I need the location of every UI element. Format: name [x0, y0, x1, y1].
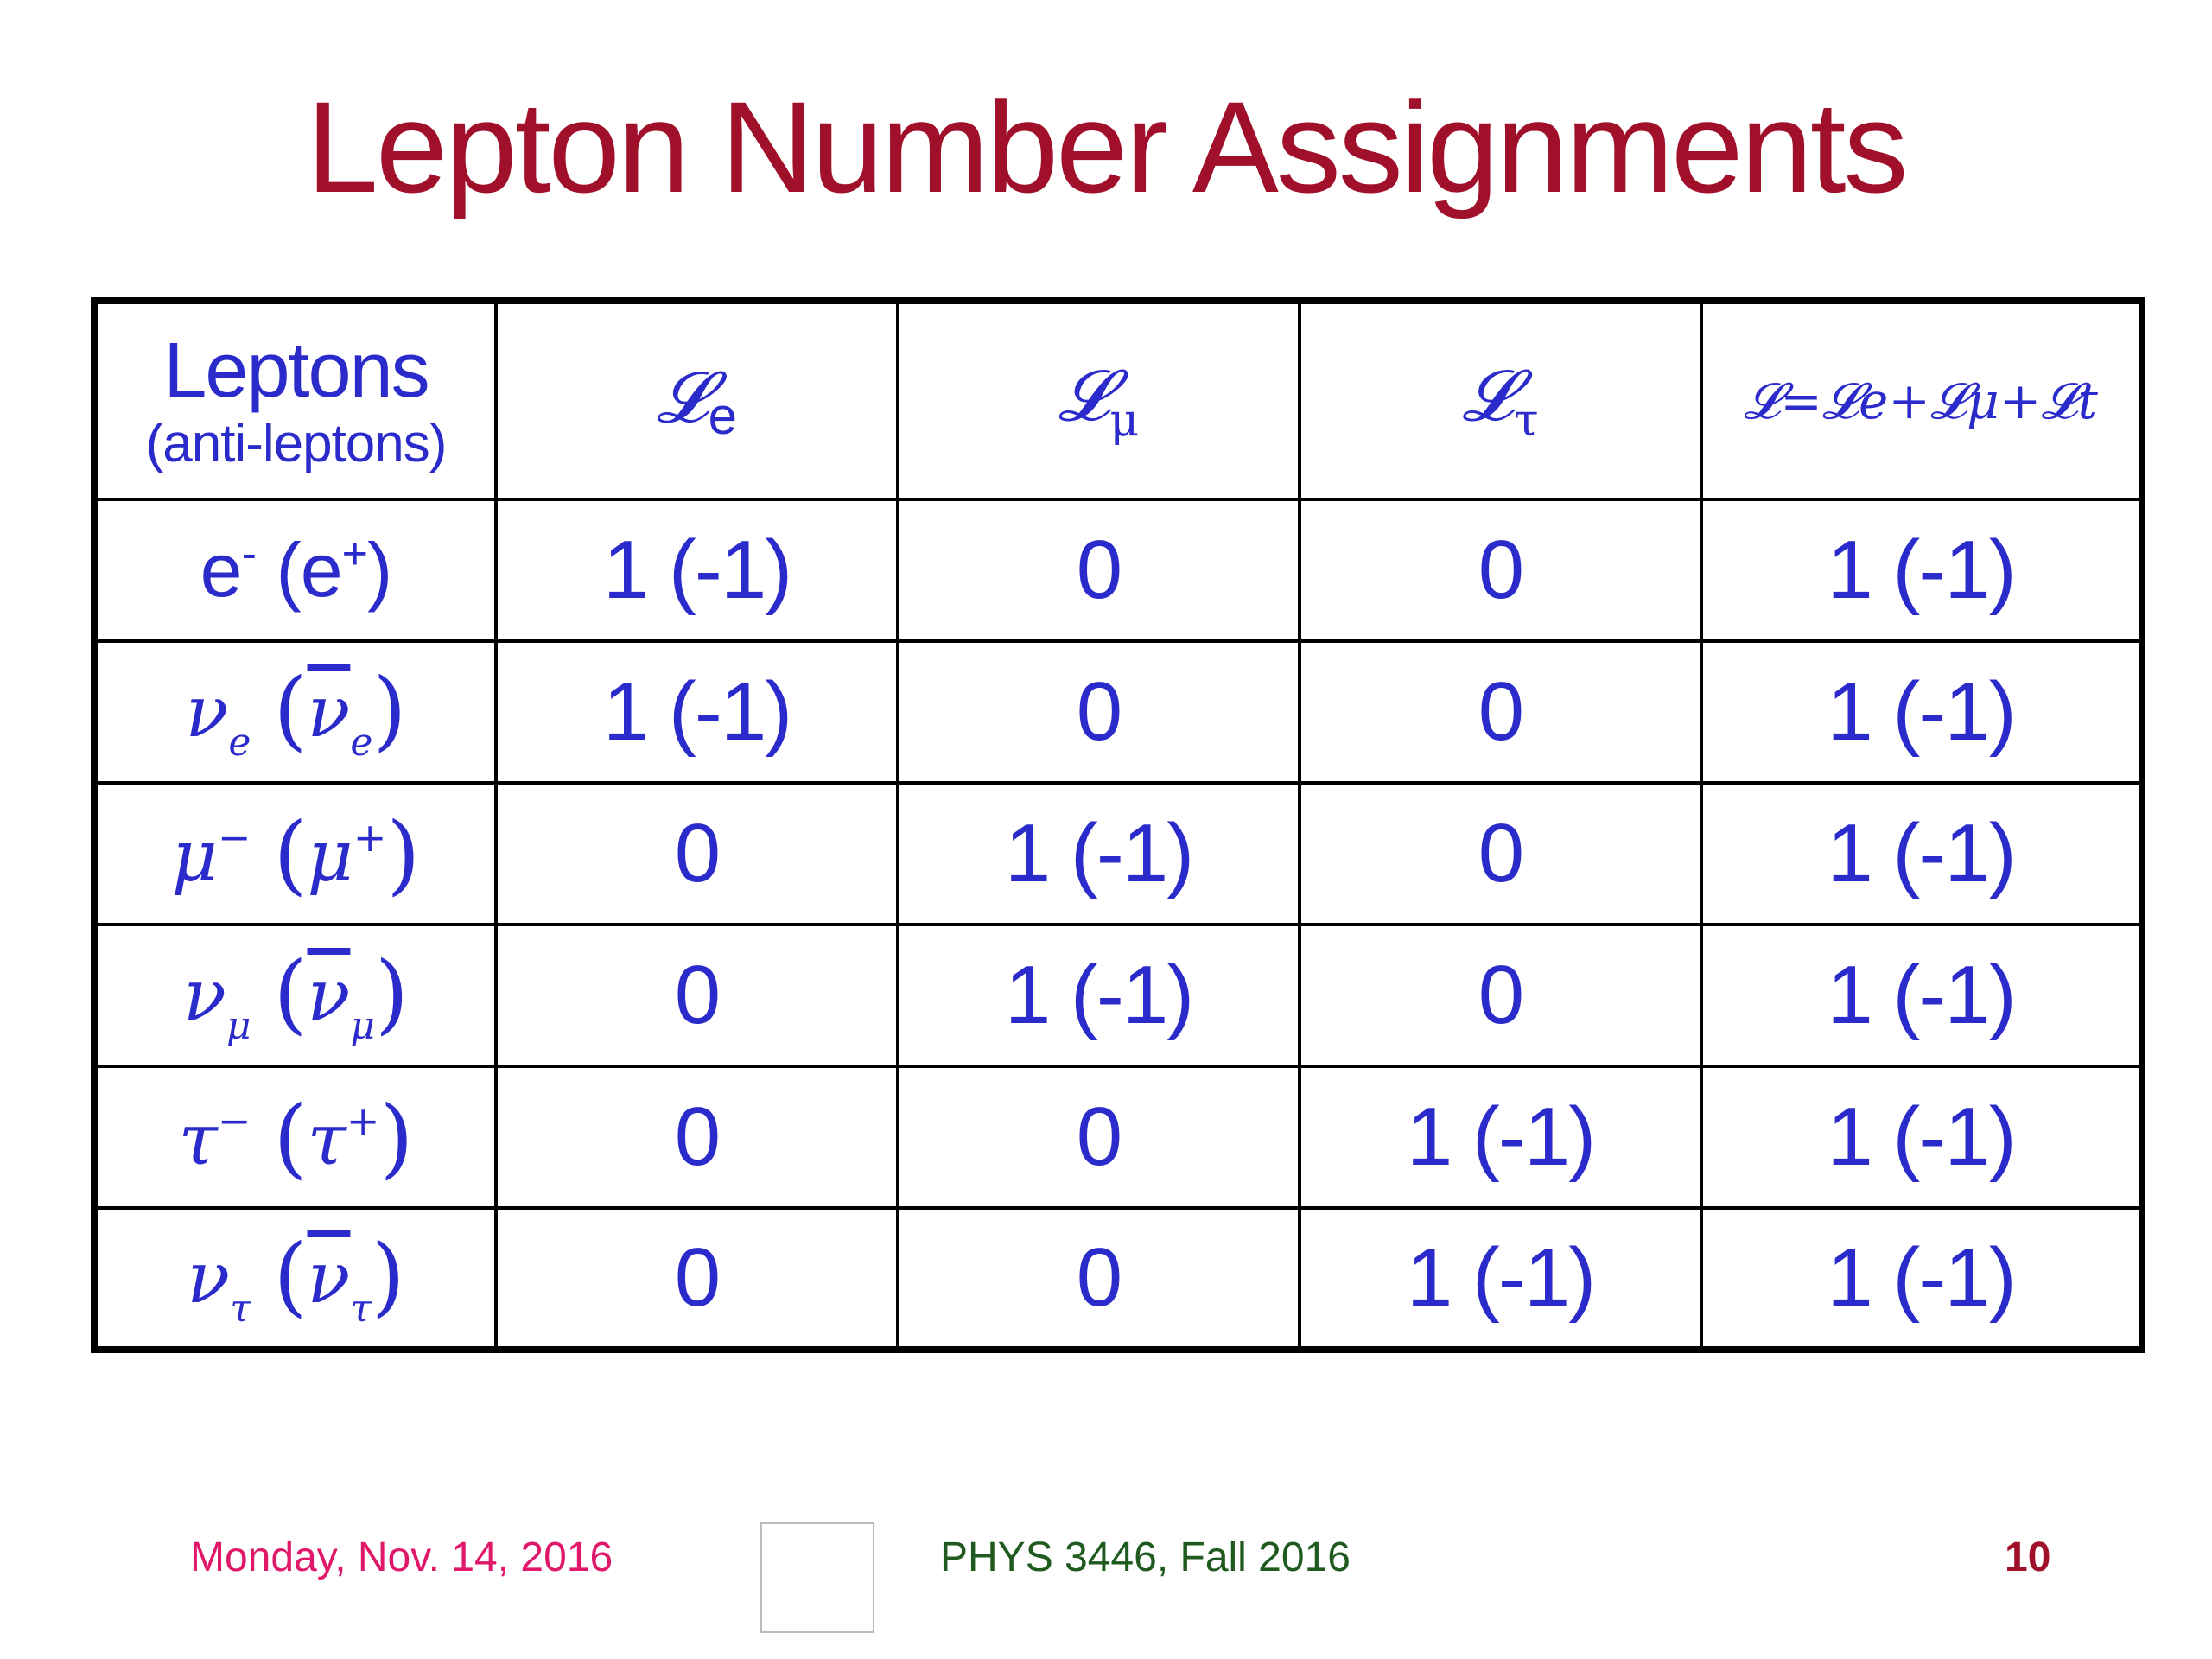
header-L-total-formula: 𝓛=𝓛e+𝓛μ+𝓛t — [1744, 371, 2098, 430]
footer-course: PHYS 3446, Fall 2016 — [940, 1535, 1351, 1580]
lmu-value: 1 (-1) — [898, 925, 1300, 1066]
ltau-value: 1 (-1) — [1300, 1208, 1701, 1350]
header-L-total — [1701, 301, 2142, 499]
l-total-value: 1 (-1) — [1701, 925, 2142, 1066]
slide-title: Lepton Number Assignments — [306, 74, 1906, 219]
lepton-cell: $\nu_\tau$ $(\overline{\nu}_\tau)$ — [94, 1208, 496, 1350]
header-leptons-label: Leptons — [163, 327, 429, 414]
l-total-value: 1 (-1) — [1701, 641, 2142, 783]
table-header-row — [94, 301, 2142, 499]
ltau-value: 1 (-1) — [1300, 1066, 1701, 1208]
le-value: 1 (-1) — [496, 641, 898, 783]
lmu-value: 1 (-1) — [898, 783, 1300, 925]
lepton-cell: $\nu_e$ $(\overline{\nu}_e)$ — [94, 641, 496, 783]
table-row — [94, 1208, 2142, 1350]
lepton-number-table — [91, 297, 2145, 1353]
l-total-value: 1 (-1) — [1701, 1066, 2142, 1208]
le-value: 0 — [496, 1208, 898, 1350]
table-row — [94, 925, 2142, 1066]
lepton-cell: τ− (τ+) — [94, 1066, 496, 1208]
header-anti-leptons-label: (anti-leptons) — [145, 414, 447, 474]
logo-placeholder — [760, 1522, 874, 1633]
lmu-value: 0 — [898, 499, 1300, 641]
table-row — [94, 641, 2142, 783]
le-value: 0 — [496, 925, 898, 1066]
ltau-value: 0 — [1300, 783, 1701, 925]
lepton-cell: e- (e+) — [94, 499, 496, 641]
lepton-cell: μ− (μ+) — [94, 783, 496, 925]
footer-date: Monday, Nov. 14, 2016 — [190, 1535, 613, 1580]
ltau-value: 0 — [1300, 925, 1701, 1066]
table-row — [94, 1066, 2142, 1208]
le-value: 0 — [496, 783, 898, 925]
ltau-value: 0 — [1300, 499, 1701, 641]
lmu-value: 0 — [898, 1066, 1300, 1208]
lepton-cell: $\nu_\mu$ $(\overline{\nu}_\mu)$ — [94, 925, 496, 1066]
le-value: 1 (-1) — [496, 499, 898, 641]
header-Ltau: 𝓛τ — [1300, 301, 1701, 499]
table-row — [94, 499, 2142, 641]
header-Lmu: 𝓛μ — [898, 301, 1300, 499]
l-total-value: 1 (-1) — [1701, 783, 2142, 925]
table-row — [94, 783, 2142, 925]
ltau-value: 0 — [1300, 641, 1701, 783]
lmu-value: 0 — [898, 1208, 1300, 1350]
l-total-value: 1 (-1) — [1701, 499, 2142, 641]
lmu-value: 0 — [898, 641, 1300, 783]
header-leptons — [94, 301, 496, 499]
l-total-value: 1 (-1) — [1701, 1208, 2142, 1350]
page-number: 10 — [2005, 1535, 2051, 1580]
header-Le: 𝓛e — [496, 301, 898, 499]
le-value: 0 — [496, 1066, 898, 1208]
